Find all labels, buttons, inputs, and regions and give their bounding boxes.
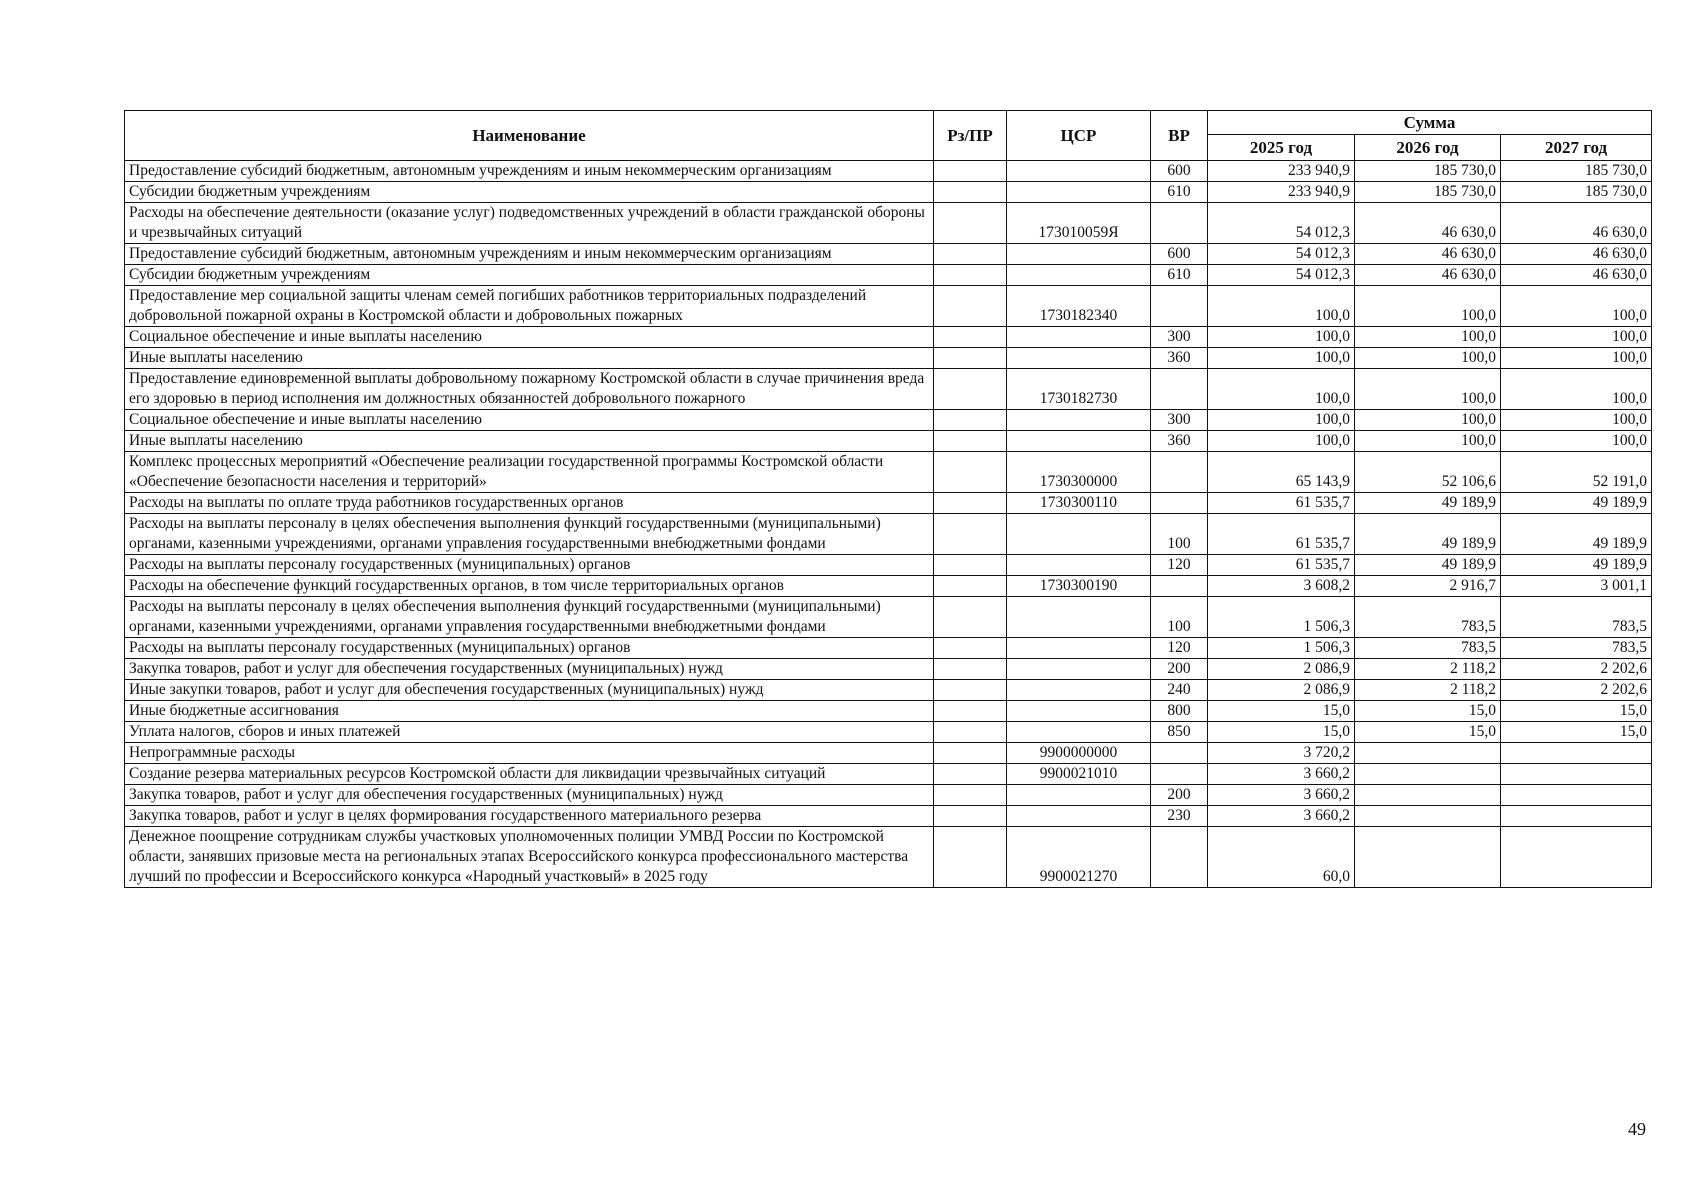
cell-name: Комплекс процессных мероприятий «Обеспечение реализации государственной программы Костромской области «Обеспечение безопасности населения и территорий» xyxy=(125,452,934,493)
cell-csr xyxy=(1007,265,1151,286)
cell-sum-2025: 233 940,9 xyxy=(1208,161,1355,182)
cell-sum-2026: 15,0 xyxy=(1355,701,1501,722)
cell-csr xyxy=(1007,555,1151,576)
cell-csr xyxy=(1007,659,1151,680)
table-row xyxy=(125,452,1652,493)
cell-vr xyxy=(1151,203,1208,244)
cell-sum-2027: 100,0 xyxy=(1501,348,1652,369)
table-row xyxy=(125,722,1652,743)
cell-sum-2026: 49 189,9 xyxy=(1355,514,1501,555)
cell-csr xyxy=(1007,806,1151,827)
cell-sum-2025: 3 660,2 xyxy=(1208,785,1355,806)
cell-name: Предоставление мер социальной защиты членам семей погибших работников территориальных подразделений добровольной пожарной охраны в Костромской области и добровольных пожарных xyxy=(125,286,934,327)
cell-sum-2027: 783,5 xyxy=(1501,638,1652,659)
cell-csr xyxy=(1007,161,1151,182)
cell-sum-2027: 46 630,0 xyxy=(1501,265,1652,286)
cell-sum-2026: 2 118,2 xyxy=(1355,659,1501,680)
cell-name: Расходы на выплаты персоналу в целях обеспечения выполнения функций государственными (муниципальными) органами, казенными учреждениями, органами управления государственными внебюджетными фондами xyxy=(125,514,934,555)
table-row xyxy=(125,493,1652,514)
cell-sum-2026: 2 916,7 xyxy=(1355,576,1501,597)
table-row xyxy=(125,327,1652,348)
cell-sum-2026 xyxy=(1355,743,1501,764)
cell-vr xyxy=(1151,576,1208,597)
cell-name: Закупка товаров, работ и услуг для обеспечения государственных (муниципальных) нужд xyxy=(125,659,934,680)
cell-sum-2026: 783,5 xyxy=(1355,597,1501,638)
cell-sum-2027 xyxy=(1501,764,1652,785)
cell-csr xyxy=(1007,701,1151,722)
cell-sum-2027: 185 730,0 xyxy=(1501,182,1652,203)
cell-sum-2027 xyxy=(1501,806,1652,827)
cell-csr: 1730300190 xyxy=(1007,576,1151,597)
table-row xyxy=(125,203,1652,244)
table-row xyxy=(125,680,1652,701)
cell-name: Предоставление единовременной выплаты добровольному пожарному Костромской области в случае причинения вреда его здоровью в период исполнения им должностных обязанностей добровольного пожарного xyxy=(125,369,934,410)
cell-vr: 600 xyxy=(1151,244,1208,265)
cell-sum-2025: 100,0 xyxy=(1208,431,1355,452)
cell-rzpr xyxy=(934,431,1007,452)
cell-csr xyxy=(1007,514,1151,555)
cell-name: Расходы на обеспечение функций государственных органов, в том числе территориальных органов xyxy=(125,576,934,597)
cell-rzpr xyxy=(934,576,1007,597)
cell-rzpr xyxy=(934,514,1007,555)
cell-vr xyxy=(1151,827,1208,888)
table-row xyxy=(125,576,1652,597)
cell-vr: 200 xyxy=(1151,785,1208,806)
table-row xyxy=(125,785,1652,806)
cell-vr xyxy=(1151,286,1208,327)
cell-vr xyxy=(1151,764,1208,785)
table-row xyxy=(125,265,1652,286)
cell-sum-2026 xyxy=(1355,827,1501,888)
cell-sum-2025: 3 608,2 xyxy=(1208,576,1355,597)
cell-vr: 850 xyxy=(1151,722,1208,743)
table-row xyxy=(125,659,1652,680)
cell-name: Закупка товаров, работ и услуг для обеспечения государственных (муниципальных) нужд xyxy=(125,785,934,806)
cell-sum-2027 xyxy=(1501,743,1652,764)
table-row xyxy=(125,286,1652,327)
cell-vr: 800 xyxy=(1151,701,1208,722)
cell-vr xyxy=(1151,743,1208,764)
cell-rzpr xyxy=(934,555,1007,576)
cell-sum-2026 xyxy=(1355,806,1501,827)
cell-sum-2027: 49 189,9 xyxy=(1501,555,1652,576)
table-row xyxy=(125,514,1652,555)
cell-vr xyxy=(1151,452,1208,493)
table-row xyxy=(125,764,1652,785)
cell-sum-2026: 2 118,2 xyxy=(1355,680,1501,701)
cell-vr: 610 xyxy=(1151,182,1208,203)
cell-csr: 9900000000 xyxy=(1007,743,1151,764)
cell-sum-2027 xyxy=(1501,785,1652,806)
table-row xyxy=(125,827,1652,888)
cell-sum-2026: 100,0 xyxy=(1355,431,1501,452)
cell-rzpr xyxy=(934,327,1007,348)
cell-rzpr xyxy=(934,764,1007,785)
cell-sum-2025: 54 012,3 xyxy=(1208,203,1355,244)
cell-sum-2026: 185 730,0 xyxy=(1355,182,1501,203)
header-year-2026: 2026 год xyxy=(1355,135,1501,161)
cell-sum-2026: 49 189,9 xyxy=(1355,493,1501,514)
cell-name: Расходы на выплаты по оплате труда работников государственных органов xyxy=(125,493,934,514)
cell-sum-2026: 100,0 xyxy=(1355,327,1501,348)
cell-csr: 173010059Я xyxy=(1007,203,1151,244)
cell-rzpr xyxy=(934,597,1007,638)
cell-sum-2026: 783,5 xyxy=(1355,638,1501,659)
cell-csr xyxy=(1007,244,1151,265)
cell-rzpr xyxy=(934,286,1007,327)
cell-vr: 240 xyxy=(1151,680,1208,701)
cell-vr: 200 xyxy=(1151,659,1208,680)
cell-vr xyxy=(1151,369,1208,410)
cell-vr: 360 xyxy=(1151,431,1208,452)
cell-name: Расходы на выплаты персоналу государственных (муниципальных) органов xyxy=(125,555,934,576)
cell-vr: 100 xyxy=(1151,597,1208,638)
cell-name: Уплата налогов, сборов и иных платежей xyxy=(125,722,934,743)
cell-sum-2025: 65 143,9 xyxy=(1208,452,1355,493)
cell-sum-2026: 46 630,0 xyxy=(1355,244,1501,265)
cell-rzpr xyxy=(934,806,1007,827)
cell-sum-2025: 100,0 xyxy=(1208,327,1355,348)
cell-vr: 300 xyxy=(1151,410,1208,431)
cell-vr: 610 xyxy=(1151,265,1208,286)
cell-sum-2025: 61 535,7 xyxy=(1208,555,1355,576)
cell-sum-2026 xyxy=(1355,764,1501,785)
table-row xyxy=(125,431,1652,452)
cell-csr xyxy=(1007,431,1151,452)
cell-rzpr xyxy=(934,680,1007,701)
cell-sum-2025: 54 012,3 xyxy=(1208,265,1355,286)
cell-csr xyxy=(1007,182,1151,203)
cell-sum-2027: 100,0 xyxy=(1501,286,1652,327)
cell-sum-2026: 185 730,0 xyxy=(1355,161,1501,182)
cell-sum-2026: 49 189,9 xyxy=(1355,555,1501,576)
cell-sum-2027: 100,0 xyxy=(1501,410,1652,431)
cell-sum-2027: 49 189,9 xyxy=(1501,493,1652,514)
cell-sum-2027: 15,0 xyxy=(1501,701,1652,722)
cell-sum-2026: 52 106,6 xyxy=(1355,452,1501,493)
cell-sum-2026: 100,0 xyxy=(1355,348,1501,369)
header-csr: ЦСР xyxy=(1007,111,1151,161)
cell-sum-2026: 15,0 xyxy=(1355,722,1501,743)
cell-vr: 600 xyxy=(1151,161,1208,182)
cell-sum-2025: 15,0 xyxy=(1208,722,1355,743)
cell-name: Денежное поощрение сотрудникам службы участковых уполномоченных полиции УМВД России по Костромской области, занявших призовые места на региональных этапах Всероссийского конкурса профессионального мастерства лучший по профессии и Всероссийского конкурса «Народный участковый» в 2025 году xyxy=(125,827,934,888)
cell-csr xyxy=(1007,327,1151,348)
cell-rzpr xyxy=(934,638,1007,659)
header-rzpr: Рз/ПР xyxy=(934,111,1007,161)
cell-name: Социальное обеспечение и иные выплаты населению xyxy=(125,327,934,348)
table-row xyxy=(125,743,1652,764)
cell-name: Иные выплаты населению xyxy=(125,431,934,452)
cell-csr xyxy=(1007,680,1151,701)
cell-sum-2025: 3 660,2 xyxy=(1208,806,1355,827)
cell-name: Субсидии бюджетным учреждениям xyxy=(125,265,934,286)
cell-sum-2025: 2 086,9 xyxy=(1208,659,1355,680)
cell-sum-2026 xyxy=(1355,785,1501,806)
cell-sum-2026: 46 630,0 xyxy=(1355,265,1501,286)
cell-sum-2025: 60,0 xyxy=(1208,827,1355,888)
table-body xyxy=(125,161,1652,888)
cell-name: Иные закупки товаров, работ и услуг для обеспечения государственных (муниципальных) нужд xyxy=(125,680,934,701)
cell-sum-2027: 100,0 xyxy=(1501,431,1652,452)
cell-name: Иные бюджетные ассигнования xyxy=(125,701,934,722)
cell-sum-2025: 1 506,3 xyxy=(1208,638,1355,659)
cell-name: Иные выплаты населению xyxy=(125,348,934,369)
cell-sum-2027: 2 202,6 xyxy=(1501,659,1652,680)
cell-rzpr xyxy=(934,369,1007,410)
cell-csr xyxy=(1007,410,1151,431)
header-vr: ВР xyxy=(1151,111,1208,161)
cell-rzpr xyxy=(934,827,1007,888)
cell-csr: 1730300000 xyxy=(1007,452,1151,493)
cell-sum-2025: 100,0 xyxy=(1208,410,1355,431)
budget-table xyxy=(124,110,1652,888)
cell-sum-2025: 2 086,9 xyxy=(1208,680,1355,701)
cell-sum-2027: 2 202,6 xyxy=(1501,680,1652,701)
cell-csr xyxy=(1007,785,1151,806)
cell-csr xyxy=(1007,638,1151,659)
cell-sum-2025: 3 720,2 xyxy=(1208,743,1355,764)
cell-name: Создание резерва материальных ресурсов Костромской области для ликвидации чрезвычайных ситуаций xyxy=(125,764,934,785)
cell-rzpr xyxy=(934,493,1007,514)
cell-rzpr xyxy=(934,161,1007,182)
cell-sum-2025: 54 012,3 xyxy=(1208,244,1355,265)
table-row xyxy=(125,244,1652,265)
cell-sum-2027: 46 630,0 xyxy=(1501,203,1652,244)
cell-rzpr xyxy=(934,244,1007,265)
cell-sum-2027: 52 191,0 xyxy=(1501,452,1652,493)
cell-vr: 360 xyxy=(1151,348,1208,369)
cell-sum-2027 xyxy=(1501,827,1652,888)
cell-sum-2025: 100,0 xyxy=(1208,369,1355,410)
cell-csr: 1730182340 xyxy=(1007,286,1151,327)
cell-sum-2027: 100,0 xyxy=(1501,369,1652,410)
cell-sum-2025: 100,0 xyxy=(1208,348,1355,369)
cell-rzpr xyxy=(934,452,1007,493)
cell-sum-2027: 15,0 xyxy=(1501,722,1652,743)
cell-vr: 120 xyxy=(1151,638,1208,659)
cell-name: Субсидии бюджетным учреждениям xyxy=(125,182,934,203)
cell-sum-2026: 100,0 xyxy=(1355,410,1501,431)
header-sum: Сумма xyxy=(1208,111,1652,135)
table-row xyxy=(125,701,1652,722)
table-row xyxy=(125,161,1652,182)
cell-sum-2025: 61 535,7 xyxy=(1208,514,1355,555)
cell-sum-2027: 3 001,1 xyxy=(1501,576,1652,597)
table-header xyxy=(125,111,1652,161)
cell-name: Расходы на выплаты персоналу государственных (муниципальных) органов xyxy=(125,638,934,659)
cell-rzpr xyxy=(934,265,1007,286)
cell-csr: 9900021270 xyxy=(1007,827,1151,888)
cell-sum-2027: 100,0 xyxy=(1501,327,1652,348)
cell-sum-2025: 61 535,7 xyxy=(1208,493,1355,514)
cell-csr xyxy=(1007,722,1151,743)
header-year-2025: 2025 год xyxy=(1208,135,1355,161)
cell-name: Социальное обеспечение и иные выплаты населению xyxy=(125,410,934,431)
table-row xyxy=(125,638,1652,659)
cell-sum-2027: 185 730,0 xyxy=(1501,161,1652,182)
header-name: Наименование xyxy=(125,111,934,161)
cell-rzpr xyxy=(934,701,1007,722)
cell-sum-2025: 233 940,9 xyxy=(1208,182,1355,203)
cell-sum-2025: 100,0 xyxy=(1208,286,1355,327)
cell-name: Расходы на выплаты персоналу в целях обеспечения выполнения функций государственными (муниципальными) органами, казенными учреждениями, органами управления государственными внебюджетными фондами xyxy=(125,597,934,638)
cell-rzpr xyxy=(934,743,1007,764)
cell-vr: 120 xyxy=(1151,555,1208,576)
cell-csr xyxy=(1007,348,1151,369)
cell-sum-2026: 100,0 xyxy=(1355,369,1501,410)
page-number: 49 xyxy=(1628,1119,1646,1139)
cell-name: Непрограммные расходы xyxy=(125,743,934,764)
header-year-2027: 2027 год xyxy=(1501,135,1652,161)
cell-rzpr xyxy=(934,785,1007,806)
cell-sum-2025: 1 506,3 xyxy=(1208,597,1355,638)
cell-rzpr xyxy=(934,182,1007,203)
cell-rzpr xyxy=(934,203,1007,244)
cell-name: Закупка товаров, работ и услуг в целях формирования государственного материального резерва xyxy=(125,806,934,827)
cell-sum-2027: 783,5 xyxy=(1501,597,1652,638)
cell-rzpr xyxy=(934,410,1007,431)
cell-sum-2027: 46 630,0 xyxy=(1501,244,1652,265)
table-row xyxy=(125,410,1652,431)
cell-vr: 100 xyxy=(1151,514,1208,555)
cell-vr: 300 xyxy=(1151,327,1208,348)
cell-csr: 9900021010 xyxy=(1007,764,1151,785)
cell-sum-2026: 46 630,0 xyxy=(1355,203,1501,244)
cell-sum-2027: 49 189,9 xyxy=(1501,514,1652,555)
cell-vr xyxy=(1151,493,1208,514)
cell-name: Расходы на обеспечение деятельности (оказание услуг) подведомственных учреждений в области гражданской обороны и чрезвычайных ситуаций xyxy=(125,203,934,244)
table-row xyxy=(125,348,1652,369)
table-row xyxy=(125,182,1652,203)
cell-sum-2026: 100,0 xyxy=(1355,286,1501,327)
cell-sum-2025: 15,0 xyxy=(1208,701,1355,722)
cell-vr: 230 xyxy=(1151,806,1208,827)
table-row xyxy=(125,555,1652,576)
cell-name: Предоставление субсидий бюджетным, автономным учреждениям и иным некоммерческим организациям xyxy=(125,161,934,182)
cell-sum-2025: 3 660,2 xyxy=(1208,764,1355,785)
cell-csr: 1730182730 xyxy=(1007,369,1151,410)
cell-rzpr xyxy=(934,659,1007,680)
cell-rzpr xyxy=(934,348,1007,369)
table-row xyxy=(125,597,1652,638)
table-row xyxy=(125,369,1652,410)
cell-csr: 1730300110 xyxy=(1007,493,1151,514)
cell-name: Предоставление субсидий бюджетным, автономным учреждениям и иным некоммерческим организациям xyxy=(125,244,934,265)
cell-csr xyxy=(1007,597,1151,638)
table-row xyxy=(125,806,1652,827)
cell-rzpr xyxy=(934,722,1007,743)
